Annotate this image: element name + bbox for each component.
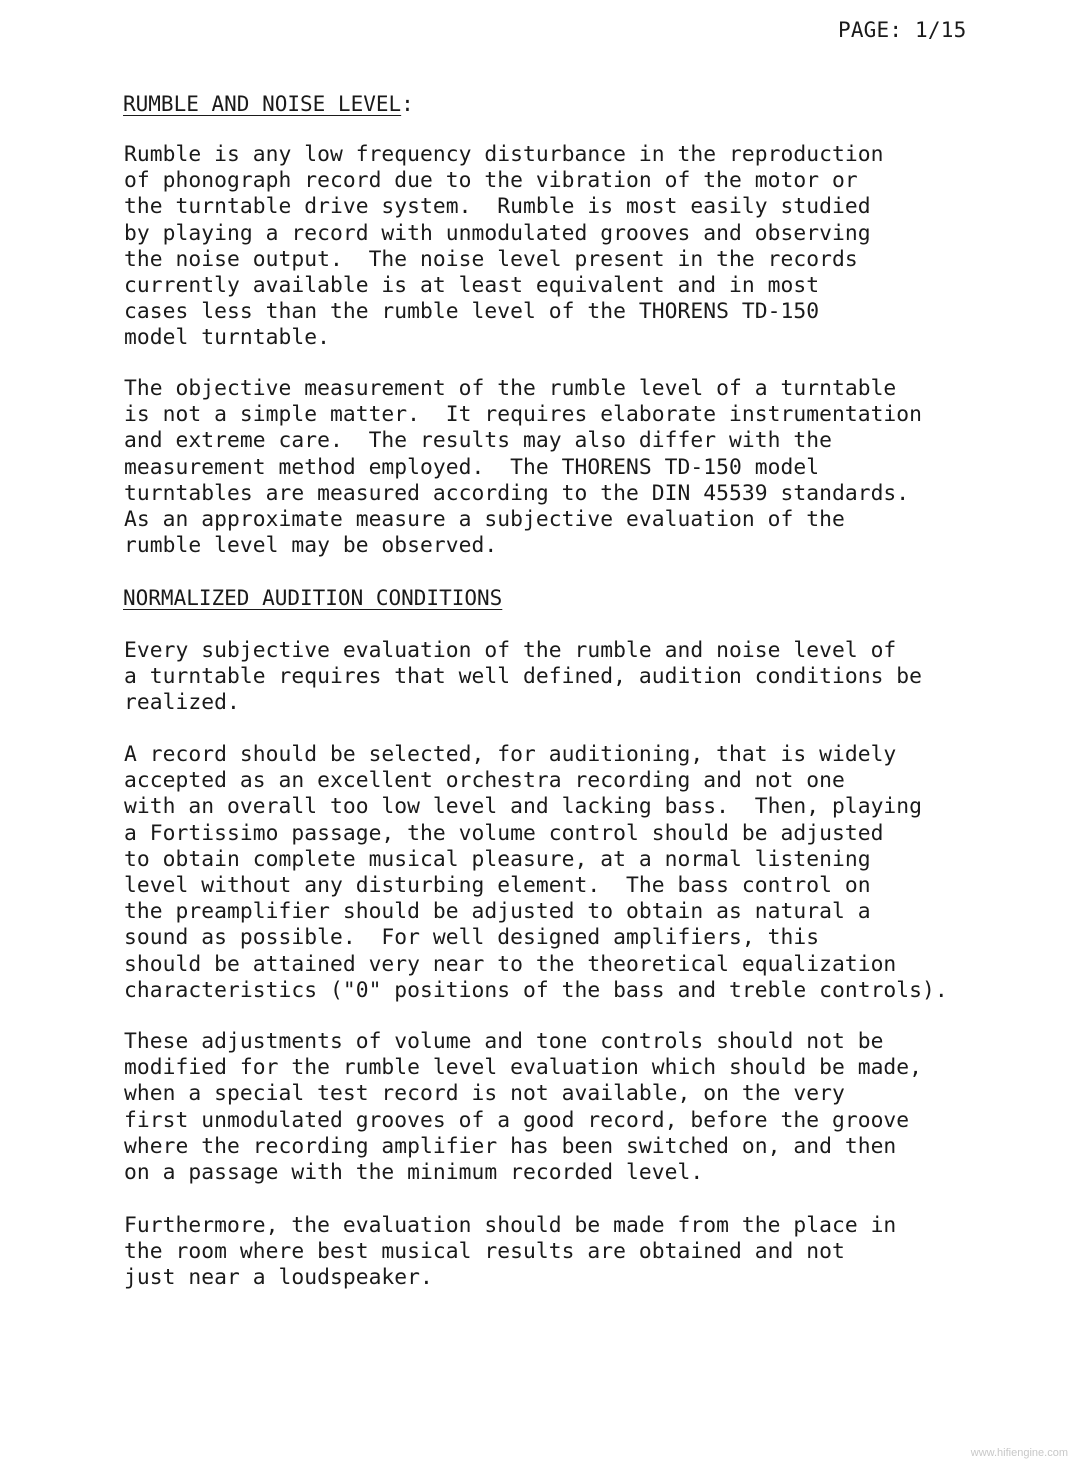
watermark: www.hifiengine.com	[970, 1447, 1068, 1459]
section-heading-audition-text: NORMALIZED AUDITION CONDITIONS	[123, 586, 503, 610]
section-heading-rumble	[123, 92, 414, 116]
paragraph-rumble-definition: Rumble is any low frequency disturbance in the reproduction of phonograph record due to the vibration of the motor or the turntable drive system. Rumble is most easily studied by playing a record with unmodulated grooves and observing the noise output. The noise level present in the records currently available is at least equivalent and in most cases less than the rumble level of the THORENS TD-150 model turntable.	[124, 142, 884, 351]
paragraph-objective-measurement: The objective measurement of the rumble level of a turntable is not a simple matter. It requires elaborate instrumentation and extreme care. The results may also differ with the measurement method employed. The THORENS TD-150 model turntables are measured according to the DIN 45539 standards. As an approximate measure a subjective evaluation of the rumble level may be observed.	[124, 376, 923, 559]
section-heading-rumble-text: RUMBLE AND NOISE LEVEL	[123, 92, 402, 116]
page-number: PAGE: 1/15	[838, 18, 967, 42]
section-heading-rumble-colon: :	[401, 92, 414, 116]
section-heading-audition	[123, 586, 502, 610]
paragraph-record-selection: A record should be selected, for auditioning, that is widely accepted as an excellent orchestra recording and not one with an overall too low level and lacking bass. Then, playing a Fortissimo passage, the volume control should be adjusted to obtain complete musical pleasure, at a normal listening level without any disturbing element. The bass control on the preamplifier should be adjusted to obtain as natural a sound as possible. For well designed amplifiers, this should be attained very near to the theoretical equalization characteristics ("0" positions of the bass and treble controls).	[124, 742, 948, 1003]
paragraph-evaluation-place: Furthermore, the evaluation should be made from the place in the room where best musical results are obtained and not just near a loudspeaker.	[124, 1213, 897, 1291]
paragraph-audition-requirements: Every subjective evaluation of the rumble and noise level of a turntable requires that well defined, audition conditions be realized.	[124, 638, 923, 716]
paragraph-adjustments: These adjustments of volume and tone controls should not be modified for the rumble level evaluation which should be made, when a special test record is not available, on the very first unmodulated grooves of a good record, before the groove where the recording amplifier has been switched on, and then on a passage with the minimum recorded level.	[124, 1029, 923, 1186]
